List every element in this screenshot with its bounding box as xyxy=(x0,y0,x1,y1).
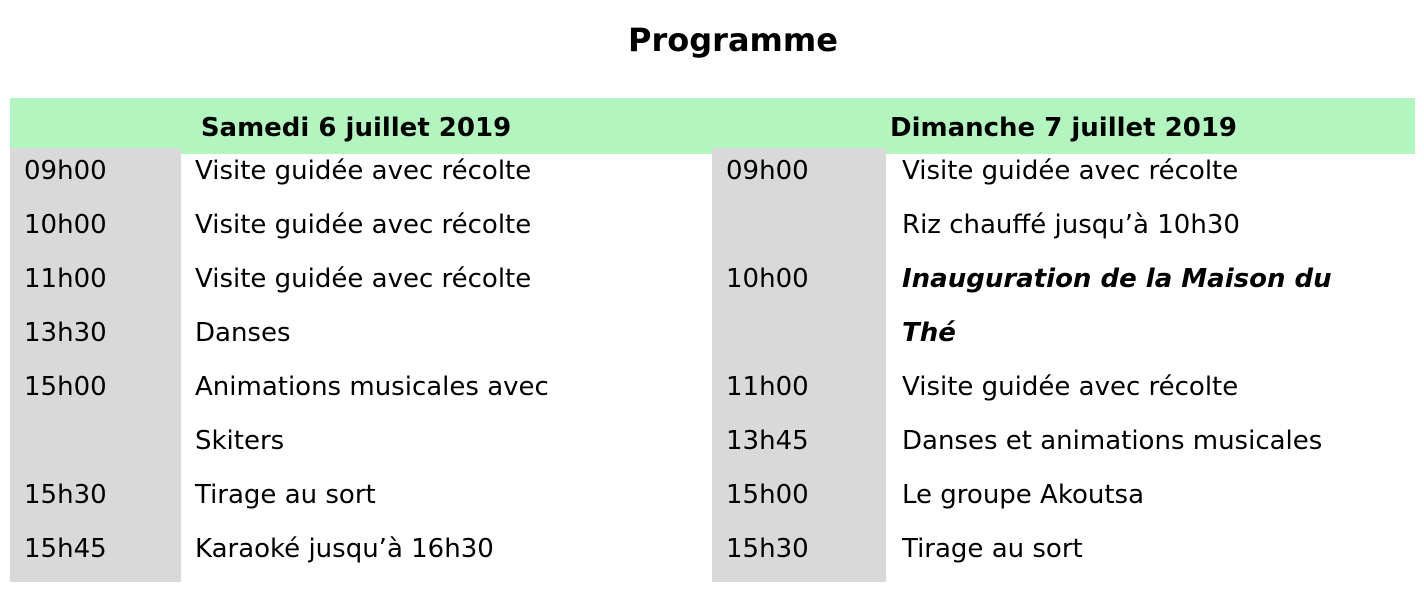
schedule-time: 09h00 xyxy=(726,156,809,186)
schedule-time: 09h00 xyxy=(24,156,107,186)
schedule-event: Visite guidée avec récolte xyxy=(195,264,532,294)
page-title: Programme xyxy=(628,21,838,59)
schedule-time: 11h00 xyxy=(726,372,809,402)
schedule-event: Danses et animations musicales xyxy=(902,426,1323,456)
schedule-event: Animations musicales avec xyxy=(195,372,549,402)
schedule-event: Danses xyxy=(195,318,291,348)
schedule-event: Riz chauffé jusqu’à 10h30 xyxy=(902,210,1240,240)
day-heading-sunday: Dimanche 7 juillet 2019 xyxy=(889,113,1238,143)
schedule-event: Visite guidée avec récolte xyxy=(195,210,532,240)
schedule-time: 10h00 xyxy=(726,264,809,294)
schedule-time: 15h45 xyxy=(24,534,107,564)
schedule-time: 15h00 xyxy=(24,372,107,402)
schedule-event: Karaoké jusqu’à 16h30 xyxy=(195,534,494,564)
schedule-event: Tirage au sort xyxy=(195,480,376,510)
schedule-event: Skiters xyxy=(195,426,285,456)
schedule-event-highlight: Thé xyxy=(902,318,956,348)
schedule-event: Visite guidée avec récolte xyxy=(902,156,1239,186)
schedule-time: 11h00 xyxy=(24,264,107,294)
schedule-time: 13h45 xyxy=(726,426,809,456)
schedule-event: Le groupe Akoutsa xyxy=(902,480,1145,510)
schedule-time: 15h00 xyxy=(726,480,809,510)
schedule-event: Visite guidée avec récolte xyxy=(902,372,1239,402)
schedule-event: Visite guidée avec récolte xyxy=(195,156,532,186)
day-heading-saturday: Samedi 6 juillet 2019 xyxy=(200,113,512,143)
schedule-event: Tirage au sort xyxy=(902,534,1083,564)
schedule-event-highlight: Inauguration de la Maison du xyxy=(902,264,1332,294)
schedule-time: 15h30 xyxy=(24,480,107,510)
schedule-time: 15h30 xyxy=(726,534,809,564)
schedule-time: 10h00 xyxy=(24,210,107,240)
schedule-time: 13h30 xyxy=(24,318,107,348)
